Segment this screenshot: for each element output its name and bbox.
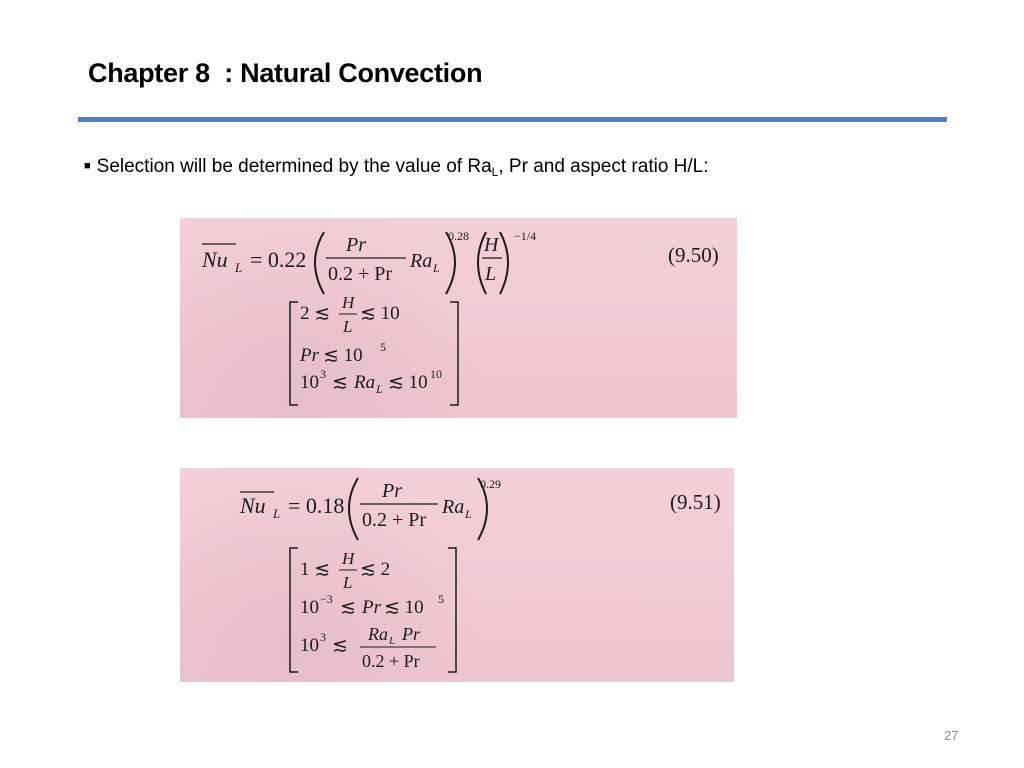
cond-3-num-pr: Pr xyxy=(402,624,420,644)
cond-3-rel2: ≲ 10 xyxy=(388,372,428,393)
left-paren xyxy=(349,478,358,540)
cond-1-tail: ≲ 10 xyxy=(360,303,400,324)
equation-image-9-50 xyxy=(180,218,737,418)
ra-subscript: L xyxy=(433,261,440,275)
ra-symbol: Ra xyxy=(410,250,433,272)
nu-subscript: L xyxy=(235,260,243,275)
cond-3-exp2: 10 xyxy=(430,367,442,381)
cond-3-base: 10 xyxy=(300,635,319,656)
equation-number-9-51: (9.51) xyxy=(670,490,721,514)
equation-image-9-51 xyxy=(180,468,734,682)
cond-2-rel2: ≲ 10 xyxy=(384,597,424,618)
exponent-1: 0.28 xyxy=(448,229,469,243)
cond-3-base: 10 xyxy=(300,372,319,393)
cond-3-exp: 3 xyxy=(320,367,326,381)
cond-3-ra: Ra xyxy=(354,372,376,393)
bullet-point xyxy=(84,156,709,179)
ra-symbol: Ra xyxy=(442,496,465,518)
aspect-numerator: H xyxy=(484,234,499,256)
cond-2-exp: 5 xyxy=(380,340,386,354)
cond-3-sub: L xyxy=(376,382,383,396)
cond-3-den: 0.2 + Pr xyxy=(362,651,420,671)
left-bracket xyxy=(290,548,298,672)
bullet-text-rest: , Pr and aspect ratio H/L: xyxy=(498,156,709,177)
left-bracket xyxy=(290,302,298,405)
cond-1-num: H xyxy=(342,549,355,568)
cond-1-tail: ≲ 2 xyxy=(360,559,391,580)
cond-1-num: H xyxy=(342,293,355,312)
slide-title: Chapter 8 : Natural Convection xyxy=(88,58,483,88)
right-bracket xyxy=(448,548,456,672)
title-underline xyxy=(78,117,947,122)
cond-3-rel: ≲ xyxy=(332,635,348,656)
left-paren xyxy=(315,232,324,294)
cond-3-rel: ≲ xyxy=(332,372,348,393)
cond-2-pr: Pr xyxy=(362,597,381,618)
cond-2-base: 10 xyxy=(300,597,319,618)
cond-3-exp: 3 xyxy=(320,630,326,644)
fraction-denominator: 0.2 + Pr xyxy=(362,509,427,531)
equation-9-50-svg xyxy=(180,218,737,418)
cond-2-rel: ≲ 10 xyxy=(323,345,363,366)
cond-2-rel: ≲ xyxy=(340,597,356,618)
ra-subscript: L xyxy=(465,507,472,521)
equals-coefficient: = 0.18 xyxy=(288,493,345,518)
equals-coefficient: = 0.22 xyxy=(250,247,307,272)
cond-3-num-ra: Ra xyxy=(368,624,388,644)
equation-number-9-50: (9.50) xyxy=(668,243,719,267)
right-paren-aspect xyxy=(500,232,508,294)
aspect-denominator: L xyxy=(485,263,497,285)
fraction-denominator: 0.2 + Pr xyxy=(328,263,393,285)
cond-1-den: L xyxy=(343,573,353,592)
nu-symbol: Nu xyxy=(202,247,228,272)
cond-2-exp2: 5 xyxy=(438,592,444,606)
cond-2-exp: −3 xyxy=(320,592,333,606)
cond-3-num-sub: L xyxy=(389,635,396,647)
cond-2-pr: Pr xyxy=(300,345,319,366)
fraction-numerator: Pr xyxy=(346,234,366,256)
bullet-text: Selection will be determined by the value of Ra xyxy=(96,156,492,177)
cond-1-lead: 1 ≲ xyxy=(300,559,331,580)
fraction-numerator: Pr xyxy=(382,480,402,502)
right-bracket xyxy=(450,302,458,405)
bullet-subscript: L xyxy=(491,165,499,179)
exponent-1: 0.29 xyxy=(480,477,501,491)
nu-subscript: L xyxy=(273,506,281,521)
cond-1-lead: 2 ≲ xyxy=(300,303,331,324)
nu-symbol: Nu xyxy=(240,493,266,518)
square-bullet-icon: ■ xyxy=(84,160,91,172)
exponent-2: −1/4 xyxy=(514,229,537,243)
equation-9-51-svg xyxy=(180,468,734,682)
cond-1-den: L xyxy=(343,317,353,336)
page-number: 27 xyxy=(944,728,959,743)
